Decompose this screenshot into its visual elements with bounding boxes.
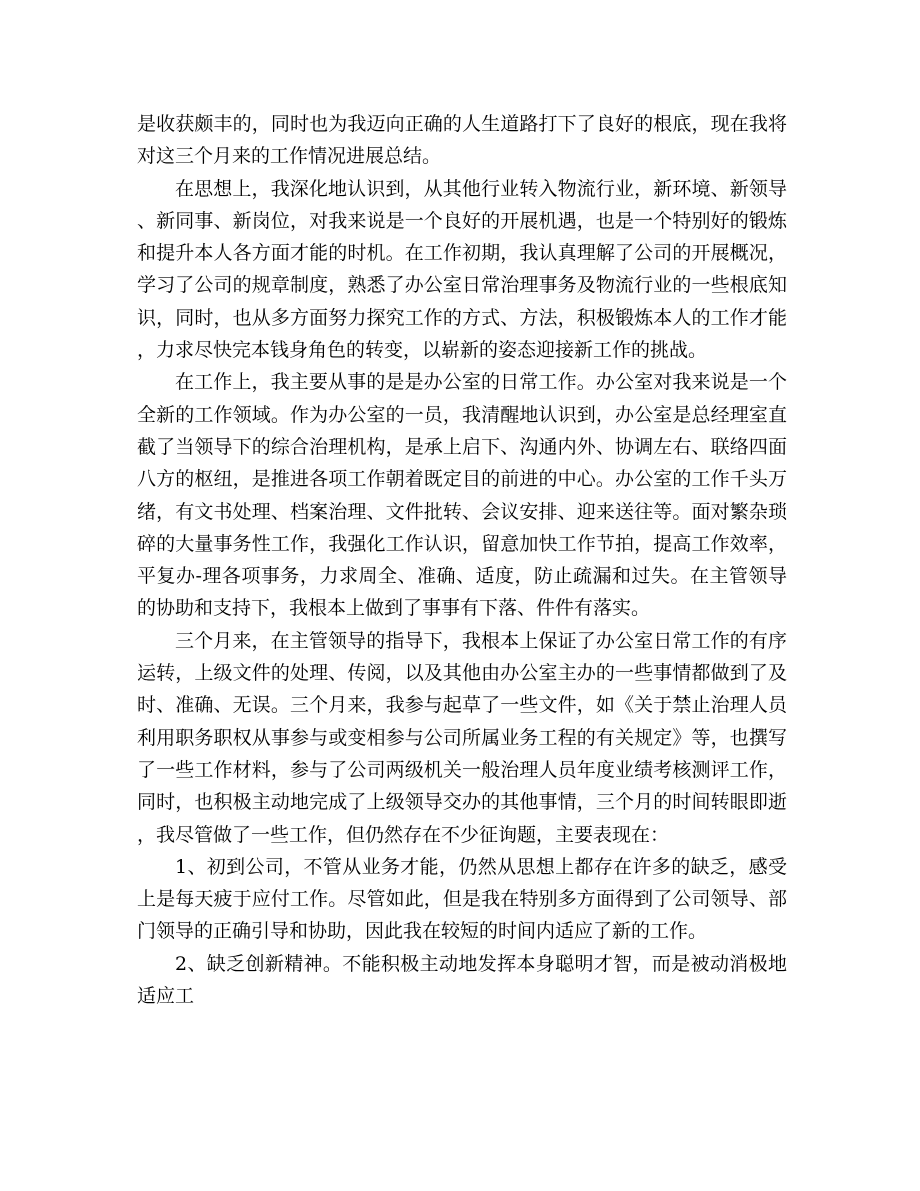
paragraph-1: 是收获颇丰的，同时也为我迈向正确的人生道路打下了良好的根底，现在我将对这三个月来的工作情况进展总结。 bbox=[137, 113, 787, 168]
paragraph-6: 2、缺乏创新精神。不能积极主动地发挥本身聪明才智，而是被动消极地适应工 bbox=[137, 952, 787, 1008]
paragraph-3: 在工作上，我主要从事的是是办公室的日常工作。办公室对我来说是一个全新的工作领域。作为办公室的一员，我清醒地认识到，办公室是总经理室直截了当领导下的综合治理机构，是承上启下、沟通内外、协调左右、联络四面八方的枢纽，是推进各项工作朝着既定目的前进的中心。办公室的工作千头万绪，有文书处理、档案治理、文件批转、会议安排、迎来送往等。面对繁杂琐碎的大量事务性工作，我强化工作认识，留意加快工作节拍，提高工作效率，平复办-理各项事务，力求周全、准确、适度，防止疏漏和过失。在主管领导的协助和支持下，我根本上做到了事事有下落、件件有落实。 bbox=[137, 371, 787, 620]
paragraph-2: 在思想上，我深化地认识到，从其他行业转入物流行业，新环境、新领导、新同事、新岗位，对我来说是一个良好的开展机遇，也是一个特别好的锻炼和提升本人各方面才能的时机。在工作初期，我认真理解了公司的开展概况，学习了公司的规章制度，熟悉了办公室日常治理事务及物流行业的一些根底知识，同时，也从多方面努力探究工作的方式、方法，积极锻炼本人的工作才能，力求尽快完本钱身角色的转变，以崭新的姿态迎接新工作的挑战。 bbox=[137, 177, 787, 362]
paragraph-5: 1、初到公司，不管从业务才能，仍然从思想上都存在许多的缺乏，感受上是每天疲于应付工作。尽管如此，但是我在特别多方面得到了公司领导、部门领导的正确引导和协助，因此我在较短的时间内适应了新的工作。 bbox=[137, 855, 787, 943]
paragraph-4: 三个月来，在主管领导的指导下，我根本上保证了办公室日常工作的有序运转，上级文件的处理、传阅，以及其他由办公室主办的一些事情都做到了及时、准确、无误。三个月来，我参与起草了一些文件，如《关于禁止治理人员利用职务职权从事参与或变相参与公司所属业务工程的有关规定》等，也撰写了一些工作材料，参与了公司两级机关一般治理人员年度业绩考核测评工作，同时，也积极主动地完成了上级领导交办的其他事情，三个月的时间转眼即逝，我尽管做了一些工作，但仍然存在不少征询题，主要表现在： bbox=[137, 629, 787, 846]
document-body bbox=[137, 108, 787, 1012]
